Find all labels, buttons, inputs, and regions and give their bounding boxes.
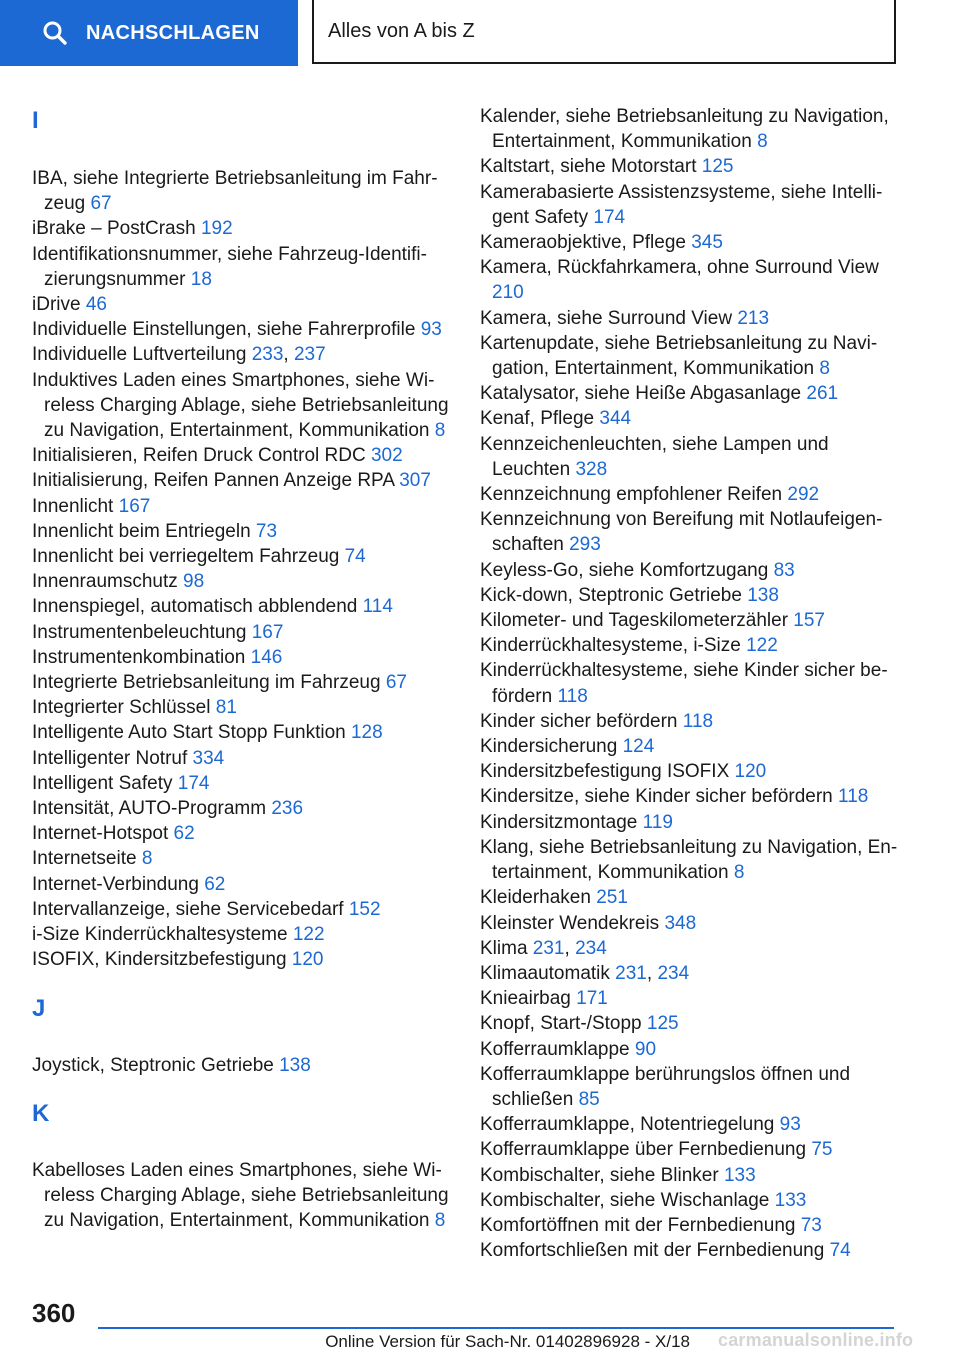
page-link[interactable]: 8 (141, 848, 153, 870)
index-entry-text: Intensität, AUTO-Programm (32, 798, 272, 820)
index-entry-text: Kennzeichnung von Bereifung mit Notlaufeigenschaften (480, 509, 883, 556)
page-link[interactable]: 46 (85, 294, 107, 316)
index-entry (32, 846, 452, 871)
breadcrumb-title: Alles von A bis Z (328, 19, 475, 42)
index-entry (32, 443, 452, 468)
page-link[interactable]: 93 (420, 319, 442, 341)
index-entry (32, 872, 452, 897)
index-column-left (32, 104, 452, 1233)
index-entry (480, 633, 910, 658)
index-entry (480, 180, 910, 230)
page-link[interactable]: 90 (634, 1038, 657, 1060)
index-entry-text: ISOFIX, Kindersitzbefestigung (32, 949, 292, 971)
index-entry (32, 695, 452, 720)
index-entry (32, 494, 452, 519)
index-entry (32, 720, 452, 745)
index-entry (480, 608, 910, 633)
index-entry (32, 620, 452, 645)
index-entry (480, 1062, 910, 1112)
page-link[interactable]: 74 (829, 1240, 851, 1262)
index-entry-text: Knopf, Start-/Stopp (480, 1013, 647, 1035)
index-entry-text: Klang, siehe Betriebsanleitung zu Navigation, Entertainment, Kommunikation (480, 836, 898, 884)
page-link[interactable]: 122 (292, 924, 325, 946)
index-entry-text: Internetseite (32, 848, 142, 870)
page-link[interactable]: 234 (657, 962, 690, 984)
page-link[interactable]: 171 (576, 988, 608, 1010)
index-entry-text: i-Size Kinderrückhaltesysteme (32, 924, 293, 946)
index-entry (32, 368, 452, 444)
index-entry-text: Klima (480, 937, 533, 959)
index-entry (32, 216, 452, 241)
page-number: 360 (32, 1298, 76, 1328)
index-entry (480, 331, 910, 381)
page-link[interactable]: 133 (723, 1164, 756, 1186)
index-entry-text: Kindersitzbefestigung ISOFIX (480, 761, 735, 783)
page-link[interactable]: 8 (819, 358, 830, 380)
page-link[interactable]: 231 (532, 937, 565, 959)
page-link[interactable]: 73 (255, 520, 278, 542)
index-entry-text: Kindersicherung (480, 736, 623, 758)
page-link[interactable]: 261 (806, 383, 839, 405)
index-entry (480, 482, 910, 507)
page-link[interactable]: 120 (291, 949, 324, 971)
page-link[interactable]: 237 (293, 344, 326, 366)
index-entry (480, 306, 910, 331)
section-letter: I (32, 107, 39, 134)
index-entry-text: Innenraumschutz (32, 571, 184, 593)
page-separator: , (283, 344, 294, 366)
index-entry-text: Katalysator, siehe Heiße Abgasanlage (480, 383, 807, 405)
index-entry-text: Intelligenter Notruf (32, 747, 193, 769)
index-entry-text: Kalender, siehe Betriebsanleitung zu Navigation, Entertainment, Kommunikation (480, 106, 889, 153)
page-link[interactable]: 231 (615, 962, 647, 984)
page-link[interactable]: 133 (774, 1189, 807, 1211)
index-entry (32, 342, 452, 367)
index-entry (480, 558, 910, 583)
index-entry-text: Induktives Laden eines Smartphones, siehe Wireless Charging Ablage, siehe Betriebsanleitung zu Navigation, Entertainment, Kommunikation (32, 369, 449, 442)
footer-divider (98, 1327, 894, 1329)
page-link[interactable]: 8 (434, 1210, 446, 1232)
page-link[interactable]: 138 (747, 584, 779, 606)
page-link[interactable]: 75 (811, 1139, 833, 1161)
index-entry-text: iBrake – PostCrash (32, 218, 201, 240)
page-link[interactable]: 251 (596, 887, 628, 909)
page-link[interactable]: 138 (279, 1054, 311, 1076)
index-entry-text: Intelligente Auto Start Stopp Funktion (32, 722, 351, 744)
page-link[interactable]: 328 (575, 458, 608, 480)
index-entry-text: Individuelle Einstellungen, siehe Fahrerprofile (32, 319, 421, 341)
page-link[interactable]: 213 (737, 307, 770, 329)
index-entry (480, 1238, 910, 1263)
index-entry-text: Kamerabasierte Assistenzsysteme, siehe Intelligent Safety (480, 181, 883, 228)
page-link[interactable]: 93 (779, 1114, 801, 1136)
page-link[interactable]: 292 (787, 484, 820, 506)
index-entry-text: Innenlicht bei verriegeltem Fahrzeug (32, 546, 345, 568)
page-link[interactable]: 157 (793, 610, 825, 632)
index-entry (480, 507, 910, 557)
index-entry (480, 1163, 910, 1188)
index-entry-text: Kennzeichenleuchten, siehe Lampen und Leuchten (480, 433, 829, 480)
index-entry-text: Kinder sicher befördern (480, 710, 683, 732)
page-link[interactable]: 174 (177, 772, 210, 794)
page-link[interactable]: 67 (385, 672, 407, 694)
index-entry (480, 230, 910, 255)
index-entry-text: Komfortöffnen mit der Fernbedienung (480, 1214, 801, 1236)
page-link[interactable]: 18 (190, 268, 212, 290)
index-entry-text: Instrumentenkombination (32, 646, 251, 668)
watermark: carmanualsonline.info (718, 1330, 914, 1350)
page-link[interactable]: 128 (350, 722, 383, 744)
page-link[interactable]: 234 (575, 937, 607, 959)
index-entry (480, 784, 910, 809)
index-entry-text: Kenaf, Pflege (480, 408, 600, 430)
index-entry (480, 1037, 910, 1062)
index-entry (480, 583, 910, 608)
index-entry-text: Kofferraumklappe über Fernbedienung (480, 1139, 812, 1161)
index-entry-text: Individuelle Luftverteilung (32, 344, 252, 366)
page-link[interactable]: 81 (215, 697, 237, 719)
index-entry-text: Kombischalter, siehe Blinker (480, 1164, 724, 1186)
page-link[interactable]: 167 (251, 621, 284, 643)
index-entry-text: Identifikationsnummer, siehe Fahrzeug-Identifizierungsnummer (32, 243, 427, 290)
page-link[interactable]: 302 (370, 445, 403, 467)
index-entry-text: Knieairbag (480, 988, 577, 1010)
index-entry (32, 468, 452, 493)
index-entry (480, 986, 910, 1011)
page-link[interactable]: 146 (250, 646, 283, 668)
index-entry (480, 810, 910, 835)
index-entry (480, 1011, 910, 1036)
index-entry-text: Kennzeichnung empfohlener Reifen (480, 484, 788, 506)
index-entry (32, 922, 452, 947)
index-entry (480, 1112, 910, 1137)
index-entry (32, 821, 452, 846)
page-link[interactable]: 62 (173, 823, 195, 845)
index-entry (32, 1053, 452, 1078)
index-entry-text: Keyless-Go, siehe Komfortzugang (480, 559, 774, 581)
page-link[interactable]: 122 (746, 635, 778, 657)
page-link[interactable]: 167 (118, 495, 151, 517)
index-entry-text: Kamera, siehe Surround View (480, 307, 738, 329)
index-entry (480, 734, 910, 759)
index-entry-text: Kofferraumklappe (480, 1038, 635, 1060)
page-link[interactable]: 118 (682, 710, 714, 732)
breadcrumb (312, 0, 896, 64)
index-entry (32, 796, 452, 821)
index-entry (480, 432, 910, 482)
index-entry-text: Initialisierung, Reifen Pannen Anzeige RPA (32, 470, 400, 492)
index-entry (480, 911, 910, 936)
page-link[interactable]: 307 (399, 470, 431, 492)
page-link[interactable]: 67 (90, 193, 112, 215)
index-entry-text: Kameraobjektive, Pflege (480, 232, 692, 254)
index-entry-text: Kindersitze, siehe Kinder sicher befördern (480, 786, 839, 808)
index-entry (32, 166, 452, 216)
index-entry (32, 670, 452, 695)
page-link[interactable]: 125 (646, 1013, 679, 1035)
index-entry (32, 771, 452, 796)
page-link[interactable]: 345 (691, 232, 723, 254)
page-link[interactable]: 114 (362, 596, 393, 618)
index-entry-text: Joystick, Steptronic Getriebe (32, 1054, 280, 1076)
index-entry-text: Internet-Verbindung (32, 873, 205, 895)
index-entry-text: Kamera, Rückfahrkamera, ohne Surround View (480, 257, 879, 279)
index-entry (480, 1137, 910, 1162)
index-entry (480, 255, 910, 305)
index-entry (32, 897, 452, 922)
page-link[interactable]: 8 (733, 862, 745, 884)
index-entry (480, 1188, 910, 1213)
index-entry-text: Innenlicht beim Entriegeln (32, 520, 256, 542)
index-entry (480, 885, 910, 910)
page-link[interactable]: 8 (434, 420, 446, 442)
index-entry-text: Komfortschließen mit der Fernbedienung (480, 1240, 830, 1262)
page-link[interactable]: 74 (344, 546, 366, 568)
index-entry-text: Kaltstart, siehe Motorstart (480, 156, 702, 178)
index-entry (32, 1158, 452, 1234)
index-entry-text: Kilometer- und Tageskilometerzähler (480, 610, 794, 632)
page-link[interactable]: 233 (251, 344, 284, 366)
index-entry (32, 645, 452, 670)
index-entry (32, 746, 452, 771)
page-link[interactable]: 192 (200, 218, 233, 240)
page-link[interactable]: 124 (622, 736, 655, 758)
index-entry (480, 936, 910, 961)
index-entry (32, 544, 452, 569)
index-entry-text: Kabelloses Laden eines Smartphones, siehe Wireless Charging Ablage, siehe Betriebsanleitung zu Navigation, Entertainment, Kommunikation (32, 1159, 449, 1232)
nachschlagen-nav-button[interactable] (0, 0, 298, 66)
index-entry-text: Intervallanzeige, siehe Servicebedarf (32, 898, 349, 920)
index-entry-text: Instrumentenbeleuchtung (32, 621, 252, 643)
index-entry-text: Intelligent Safety (32, 772, 178, 794)
index-entry-text: Kartenupdate, siehe Betriebsanleitung zu Navigation, Entertainment, Kommunikation (480, 332, 878, 380)
index-entry (480, 961, 910, 986)
index-entry-text: Klimaautomatik (480, 962, 616, 984)
index-column-right (480, 104, 910, 1263)
page-link[interactable]: 344 (599, 408, 632, 430)
index-entry (32, 317, 452, 342)
index-entry-text: Kindersitzmontage (480, 811, 643, 833)
index-entry (480, 835, 910, 885)
page-link[interactable]: 236 (271, 798, 304, 820)
page-link[interactable]: 73 (800, 1214, 822, 1236)
index-entry-text: Innenspiegel, automatisch abblendend (32, 596, 363, 618)
index-entry (480, 709, 910, 734)
page-link[interactable]: 118 (838, 786, 869, 808)
index-entry-text: Internet-Hotspot (32, 823, 174, 845)
index-entry-text: iDrive (32, 294, 86, 316)
index-entry (480, 381, 910, 406)
page-link[interactable]: 118 (557, 685, 588, 707)
page-link[interactable]: 62 (204, 873, 226, 895)
page-link[interactable]: 293 (569, 534, 601, 556)
index-entry (480, 104, 910, 154)
page-link[interactable]: 348 (664, 912, 697, 934)
index-entry-text: Kofferraumklappe, Notentriegelung (480, 1114, 780, 1136)
index-entry-text: Initialisieren, Reifen Druck Control RDC (32, 445, 371, 467)
index-entry-text: Kick-down, Steptronic Getriebe (480, 584, 748, 606)
page-link[interactable]: 152 (348, 898, 381, 920)
page-link[interactable]: 85 (578, 1088, 600, 1110)
index-entry (32, 947, 452, 972)
nav-button-label: NACHSCHLAGEN (86, 21, 260, 44)
index-entry-text: IBA, siehe Integrierte Betriebsanleitung im Fahrzeug (32, 168, 438, 215)
index-entry-text: Integrierte Betriebsanleitung im Fahrzeug (32, 672, 386, 694)
section-letter: J (32, 994, 46, 1022)
page-link[interactable]: 125 (701, 156, 734, 178)
index-entry (480, 154, 910, 179)
index-entry (480, 759, 910, 784)
section-letter: K (32, 1099, 50, 1127)
page-link[interactable]: 119 (642, 811, 673, 833)
page-link[interactable]: 210 (492, 282, 524, 304)
index-entry-text: Innenlicht (32, 495, 119, 517)
index-entry (480, 406, 910, 431)
page-link[interactable]: 174 (593, 206, 626, 228)
index-entry-text: Kinderrückhaltesysteme, i-Size (480, 635, 747, 657)
index-entry (32, 292, 452, 317)
index-entry-text: Kofferraumklappe berührungslos öffnen und schließen (480, 1063, 851, 1110)
index-entry (480, 658, 910, 708)
page-link[interactable]: 98 (183, 571, 205, 593)
index-entry (480, 1213, 910, 1238)
page-separator: , (564, 937, 576, 959)
index-entry-text: Integrierter Schlüssel (32, 697, 216, 719)
index-entry (32, 569, 452, 594)
index-entry (32, 519, 452, 544)
index-entry (32, 594, 452, 619)
index-entry-text: Kleiderhaken (480, 887, 597, 909)
index-entry-text: Kleinster Wendekreis (480, 912, 665, 934)
top-bar (0, 0, 960, 66)
index-entry-text: Kombischalter, siehe Wischanlage (480, 1189, 775, 1211)
page-link[interactable]: 120 (734, 761, 767, 783)
index-entry-text: Kinderrückhaltesysteme, siehe Kinder sicher befördern (480, 660, 888, 707)
page-link[interactable]: 334 (192, 747, 225, 769)
page-link[interactable]: 8 (757, 131, 768, 153)
page-separator: , (646, 962, 658, 984)
index-entry (32, 242, 452, 292)
page-link[interactable]: 83 (773, 559, 795, 581)
online-version-text: Online Version für Sach-Nr. 01402896928 - X/18 (325, 1332, 690, 1351)
search-icon (42, 20, 68, 46)
